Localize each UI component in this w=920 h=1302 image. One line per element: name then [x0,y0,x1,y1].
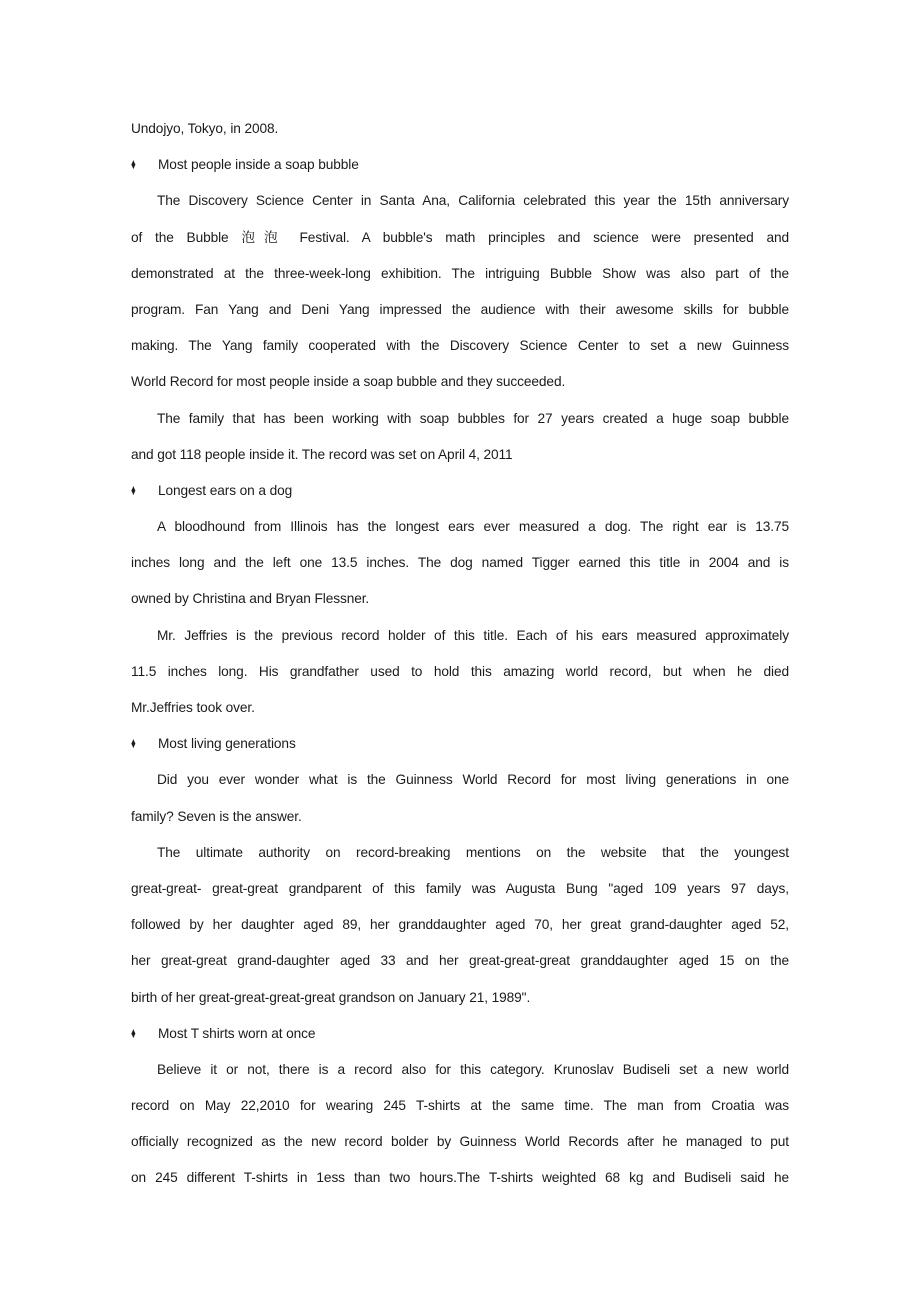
document-body [131,111,789,1197]
text-line: record on May 22,2010 for wearing 245 T-shirts at the same time. The man from Croatia was [131,1098,789,1114]
text-line: family? Seven is the answer. [131,808,302,824]
text-line: World Record for most people inside a soap bubble and they succeeded. [131,374,566,390]
diamond-bullet-icon: ♦ [131,1024,136,1042]
diamond-bullet-icon: ♦ [131,481,136,499]
bullet-heading [131,1016,789,1052]
bullet-heading-label: Most people inside a soap bubble [158,157,359,173]
text-line: of the Bubble 泡泡 Festival. A bubble's math principles and science were presented and [131,229,789,245]
text-line: Believe it or not, there is a record also for this category. Krunoslav Budiseli set a new world [157,1061,789,1077]
text-line: Mr. Jeffries is the previous record holder of this title. Each of his ears measured approximately [157,627,789,643]
text-line: officially recognized as the new record bolder by Guinness World Records after he managed to put [131,1134,789,1150]
diamond-bullet-icon: ♦ [131,735,136,753]
text-line: owned by Christina and Bryan Flessner. [131,591,370,607]
text-line: The Discovery Science Center in Santa Ana, California celebrated this year the 15th anniversary [157,193,789,209]
text-line: Did you ever wonder what is the Guinness World Record for most living generations in one [157,772,789,788]
bullet-heading-label: Longest ears on a dog [158,482,293,498]
bullet-heading [131,726,789,762]
text-line: The ultimate authority on record-breaking mentions on the website that the youngest [157,844,789,860]
text-line: on 245 different T-shirts in 1ess than two hours.The T-shirts weighted 68 kg and Budiseli said he [131,1170,789,1186]
text-line: Undojyo, Tokyo, in 2008. [131,121,279,136]
text-line: The family that has been working with soap bubbles for 27 years created a huge soap bubble [157,410,789,426]
text-line: and got 118 people inside it. The record was set on April 4, 2011 [131,446,513,462]
text-line: her great-great grand-daughter aged 33 and her great-great-great granddaughter aged 15 on the [131,953,789,969]
text-line: Mr.Jeffries took over. [131,700,255,715]
text-line: inches long and the left one 13.5 inches. The dog named Tigger earned this title in 2004 and is [131,555,789,571]
text-line: great-great- great-great grandparent of this family was Augusta Bung "aged 109 years 97 days, [131,880,789,896]
text-line: demonstrated at the three-week-long exhibition. The intriguing Bubble Show was also part of the [131,265,789,281]
bullet-heading-label: Most living generations [158,736,296,752]
bullet-heading [131,147,789,183]
text-line: A bloodhound from Illinois has the longest ears ever measured a dog. The right ear is 13.75 [157,519,789,535]
bullet-heading-label: Most T shirts worn at once [158,1025,316,1041]
text-line: birth of her great-great-great-great grandson on January 21, 1989". [131,989,531,1005]
text-line: making. The Yang family cooperated with the Discovery Science Center to set a new Guinness [131,338,789,354]
text-line: followed by her daughter aged 89, her granddaughter aged 70, her great grand-daughter aged 52, [131,917,789,933]
diamond-bullet-icon: ♦ [131,156,136,174]
text-line: program. Fan Yang and Deni Yang impressed the audience with their awesome skills for bubble [131,301,789,317]
text-line: 11.5 inches long. His grandfather used to hold this amazing world record, but when he died [131,663,789,679]
bullet-heading [131,473,789,509]
